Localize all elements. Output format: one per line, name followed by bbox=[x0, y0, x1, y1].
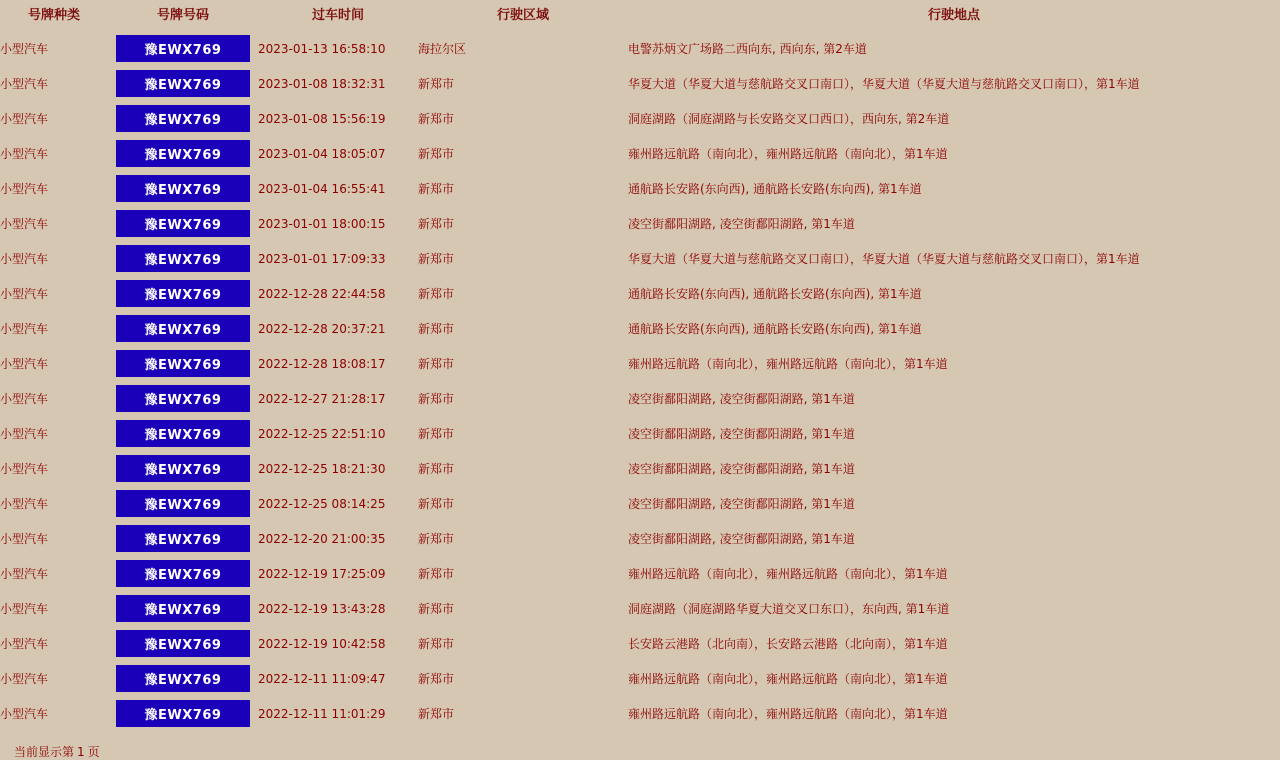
plate-badge: 豫EWX769 bbox=[117, 281, 249, 306]
plate-badge: 豫EWX769 bbox=[117, 666, 249, 691]
cell-pass-time: 2022-12-28 20:37:21 bbox=[258, 321, 386, 336]
table-row bbox=[0, 206, 1280, 241]
pagination-page-number: 1 bbox=[77, 745, 85, 759]
cell-plate-number bbox=[108, 626, 258, 661]
plate-badge: 豫EWX769 bbox=[117, 246, 249, 271]
table-row bbox=[0, 66, 1280, 101]
plate-badge: 豫EWX769 bbox=[117, 631, 249, 656]
cell-driving-place: 通航路长安路(东向西), 通航路长安路(东向西), 第1车道 bbox=[628, 287, 922, 301]
cell-plate-type: 小型汽车 bbox=[0, 357, 49, 371]
cell-driving-place: 华夏大道（华夏大道与慈航路交叉口南口），华夏大道（华夏大道与慈航路交叉口南口），第1车道 bbox=[628, 252, 1140, 266]
cell-driving-area: 海拉尔区 bbox=[418, 42, 467, 56]
column-header-driving-area: 行驶区域 bbox=[496, 8, 549, 23]
cell-plate-type: 小型汽车 bbox=[0, 252, 49, 266]
cell-driving-area: 新郑市 bbox=[418, 602, 455, 616]
cell-driving-place: 长安路云港路（北向南），长安路云港路（北向南），第1车道 bbox=[628, 637, 948, 651]
cell-plate-number bbox=[108, 171, 258, 206]
cell-driving-area: 新郑市 bbox=[418, 427, 455, 441]
cell-plate-number bbox=[108, 451, 258, 486]
cell-plate-number bbox=[108, 346, 258, 381]
column-header-plate-type: 号牌种类 bbox=[27, 8, 80, 23]
column-header-driving-place: 行驶地点 bbox=[927, 8, 980, 23]
plate-badge: 豫EWX769 bbox=[117, 596, 249, 621]
plate-badge: 豫EWX769 bbox=[117, 176, 249, 201]
cell-pass-time: 2022-12-28 22:44:58 bbox=[258, 286, 386, 301]
table-row bbox=[0, 311, 1280, 346]
plate-badge: 豫EWX769 bbox=[117, 526, 249, 551]
cell-plate-number bbox=[108, 206, 258, 241]
cell-driving-place: 凌空街鄱阳湖路, 凌空街鄱阳湖路, 第1车道 bbox=[628, 427, 855, 441]
plate-badge: 豫EWX769 bbox=[117, 211, 249, 236]
table-body bbox=[0, 31, 1280, 731]
table-row bbox=[0, 346, 1280, 381]
cell-driving-area: 新郑市 bbox=[418, 567, 455, 581]
cell-plate-type: 小型汽车 bbox=[0, 392, 49, 406]
cell-plate-type: 小型汽车 bbox=[0, 602, 49, 616]
table-row bbox=[0, 626, 1280, 661]
cell-plate-number bbox=[108, 486, 258, 521]
table-header-row bbox=[0, 0, 1280, 31]
plate-badge: 豫EWX769 bbox=[117, 71, 249, 96]
cell-driving-area: 新郑市 bbox=[418, 322, 455, 336]
cell-plate-type: 小型汽车 bbox=[0, 287, 49, 301]
cell-pass-time: 2022-12-25 08:14:25 bbox=[258, 496, 386, 511]
cell-driving-place: 凌空街鄱阳湖路, 凌空街鄱阳湖路, 第1车道 bbox=[628, 462, 855, 476]
cell-plate-number bbox=[108, 696, 258, 731]
table-row bbox=[0, 556, 1280, 591]
table-row bbox=[0, 276, 1280, 311]
cell-plate-type: 小型汽车 bbox=[0, 672, 49, 686]
plate-badge: 豫EWX769 bbox=[117, 561, 249, 586]
cell-driving-place: 凌空街鄱阳湖路, 凌空街鄱阳湖路, 第1车道 bbox=[628, 497, 855, 511]
cell-plate-type: 小型汽车 bbox=[0, 182, 49, 196]
plate-badge: 豫EWX769 bbox=[117, 316, 249, 341]
cell-pass-time: 2023-01-08 15:56:19 bbox=[258, 111, 386, 126]
cell-plate-number bbox=[108, 136, 258, 171]
cell-plate-type: 小型汽车 bbox=[0, 637, 49, 651]
cell-plate-type: 小型汽车 bbox=[0, 532, 49, 546]
cell-pass-time: 2022-12-19 13:43:28 bbox=[258, 601, 386, 616]
cell-plate-number bbox=[108, 661, 258, 696]
table-row bbox=[0, 171, 1280, 206]
cell-driving-area: 新郑市 bbox=[418, 112, 455, 126]
plate-badge: 豫EWX769 bbox=[117, 491, 249, 516]
cell-driving-area: 新郑市 bbox=[418, 462, 455, 476]
table-row bbox=[0, 136, 1280, 171]
cell-pass-time: 2022-12-11 11:09:47 bbox=[258, 671, 386, 686]
cell-driving-place: 雍州路远航路（南向北），雍州路远航路（南向北），第1车道 bbox=[628, 672, 948, 686]
column-header-plate-number: 号牌号码 bbox=[156, 8, 209, 23]
cell-plate-type: 小型汽车 bbox=[0, 42, 49, 56]
cell-driving-place: 洞庭湖路（洞庭湖路与长安路交叉口西口），西向东, 第2车道 bbox=[628, 112, 950, 126]
cell-plate-type: 小型汽车 bbox=[0, 707, 49, 721]
cell-plate-type: 小型汽车 bbox=[0, 147, 49, 161]
cell-pass-time: 2023-01-04 16:55:41 bbox=[258, 181, 386, 196]
cell-plate-type: 小型汽车 bbox=[0, 217, 49, 231]
cell-pass-time: 2023-01-08 18:32:31 bbox=[258, 76, 386, 91]
cell-plate-number bbox=[108, 101, 258, 136]
cell-driving-area: 新郑市 bbox=[418, 182, 455, 196]
cell-plate-number bbox=[108, 591, 258, 626]
cell-driving-area: 新郑市 bbox=[418, 532, 455, 546]
column-header-pass-time: 过车时间 bbox=[311, 8, 364, 23]
plate-badge: 豫EWX769 bbox=[117, 351, 249, 376]
pagination-footer bbox=[0, 731, 1280, 760]
cell-pass-time: 2022-12-25 22:51:10 bbox=[258, 426, 386, 441]
table-row bbox=[0, 31, 1280, 66]
cell-plate-number bbox=[108, 416, 258, 451]
cell-pass-time: 2023-01-01 17:09:33 bbox=[258, 251, 386, 266]
cell-pass-time: 2022-12-11 11:01:29 bbox=[258, 706, 386, 721]
cell-driving-place: 凌空街鄱阳湖路, 凌空街鄱阳湖路, 第1车道 bbox=[628, 217, 855, 231]
cell-plate-number bbox=[108, 556, 258, 591]
cell-pass-time: 2022-12-28 18:08:17 bbox=[258, 356, 386, 371]
cell-driving-area: 新郑市 bbox=[418, 672, 455, 686]
cell-driving-area: 新郑市 bbox=[418, 217, 455, 231]
table-row bbox=[0, 101, 1280, 136]
cell-plate-type: 小型汽车 bbox=[0, 462, 49, 476]
cell-plate-type: 小型汽车 bbox=[0, 322, 49, 336]
plate-badge: 豫EWX769 bbox=[117, 141, 249, 166]
cell-driving-area: 新郑市 bbox=[418, 252, 455, 266]
table-row bbox=[0, 416, 1280, 451]
plate-badge: 豫EWX769 bbox=[117, 421, 249, 446]
cell-pass-time: 2022-12-19 17:25:09 bbox=[258, 566, 386, 581]
cell-plate-number bbox=[108, 241, 258, 276]
cell-plate-type: 小型汽车 bbox=[0, 497, 49, 511]
cell-plate-type: 小型汽车 bbox=[0, 77, 49, 91]
cell-driving-place: 雍州路远航路（南向北），雍州路远航路（南向北），第1车道 bbox=[628, 567, 948, 581]
table-header bbox=[0, 0, 1280, 31]
cell-pass-time: 2023-01-04 18:05:07 bbox=[258, 146, 386, 161]
cell-pass-time: 2022-12-19 10:42:58 bbox=[258, 636, 386, 651]
cell-pass-time: 2022-12-27 21:28:17 bbox=[258, 391, 386, 406]
cell-plate-number bbox=[108, 66, 258, 101]
cell-pass-time: 2022-12-25 18:21:30 bbox=[258, 461, 386, 476]
cell-plate-number bbox=[108, 276, 258, 311]
plate-badge: 豫EWX769 bbox=[117, 386, 249, 411]
cell-driving-place: 凌空街鄱阳湖路, 凌空街鄱阳湖路, 第1车道 bbox=[628, 392, 855, 406]
cell-plate-number bbox=[108, 521, 258, 556]
cell-driving-area: 新郑市 bbox=[418, 497, 455, 511]
cell-plate-number bbox=[108, 311, 258, 346]
cell-plate-type: 小型汽车 bbox=[0, 112, 49, 126]
table-row bbox=[0, 661, 1280, 696]
cell-plate-number bbox=[108, 381, 258, 416]
table-row bbox=[0, 241, 1280, 276]
plate-badge: 豫EWX769 bbox=[117, 456, 249, 481]
cell-driving-area: 新郑市 bbox=[418, 707, 455, 721]
cell-pass-time: 2023-01-01 18:00:15 bbox=[258, 216, 386, 231]
cell-plate-type: 小型汽车 bbox=[0, 567, 49, 581]
table-row bbox=[0, 591, 1280, 626]
table-row bbox=[0, 451, 1280, 486]
cell-driving-area: 新郑市 bbox=[418, 357, 455, 371]
cell-driving-place: 通航路长安路(东向西), 通航路长安路(东向西), 第1车道 bbox=[628, 182, 922, 196]
cell-driving-place: 凌空街鄱阳湖路, 凌空街鄱阳湖路, 第1车道 bbox=[628, 532, 855, 546]
cell-driving-area: 新郑市 bbox=[418, 147, 455, 161]
cell-driving-area: 新郑市 bbox=[418, 287, 455, 301]
cell-driving-place: 雍州路远航路（南向北），雍州路远航路（南向北），第1车道 bbox=[628, 707, 948, 721]
cell-driving-place: 雍州路远航路（南向北），雍州路远航路（南向北），第1车道 bbox=[628, 357, 948, 371]
cell-driving-place: 通航路长安路(东向西), 通航路长安路(东向西), 第1车道 bbox=[628, 322, 922, 336]
plate-badge: 豫EWX769 bbox=[117, 701, 249, 726]
pagination-prefix-label: 当前显示第 bbox=[14, 745, 75, 759]
plate-badge: 豫EWX769 bbox=[117, 36, 249, 61]
table-row bbox=[0, 521, 1280, 556]
cell-driving-place: 华夏大道（华夏大道与慈航路交叉口南口），华夏大道（华夏大道与慈航路交叉口南口），第1车道 bbox=[628, 77, 1140, 91]
table-row bbox=[0, 696, 1280, 731]
cell-driving-place: 洞庭湖路（洞庭湖路华夏大道交叉口东口），东向西, 第1车道 bbox=[628, 602, 950, 616]
pagination-suffix-label: 页 bbox=[87, 745, 100, 759]
plate-badge: 豫EWX769 bbox=[117, 106, 249, 131]
cell-driving-area: 新郑市 bbox=[418, 77, 455, 91]
table-row bbox=[0, 381, 1280, 416]
cell-driving-area: 新郑市 bbox=[418, 392, 455, 406]
cell-plate-number bbox=[108, 31, 258, 66]
cell-driving-place: 雍州路远航路（南向北），雍州路远航路（南向北），第1车道 bbox=[628, 147, 948, 161]
cell-plate-type: 小型汽车 bbox=[0, 427, 49, 441]
cell-driving-area: 新郑市 bbox=[418, 637, 455, 651]
table-row bbox=[0, 486, 1280, 521]
cell-pass-time: 2023-01-13 16:58:10 bbox=[258, 41, 386, 56]
cell-pass-time: 2022-12-20 21:00:35 bbox=[258, 531, 386, 546]
cell-driving-place: 电警苏炳文广场路二西向东, 西向东, 第2车道 bbox=[628, 42, 867, 56]
